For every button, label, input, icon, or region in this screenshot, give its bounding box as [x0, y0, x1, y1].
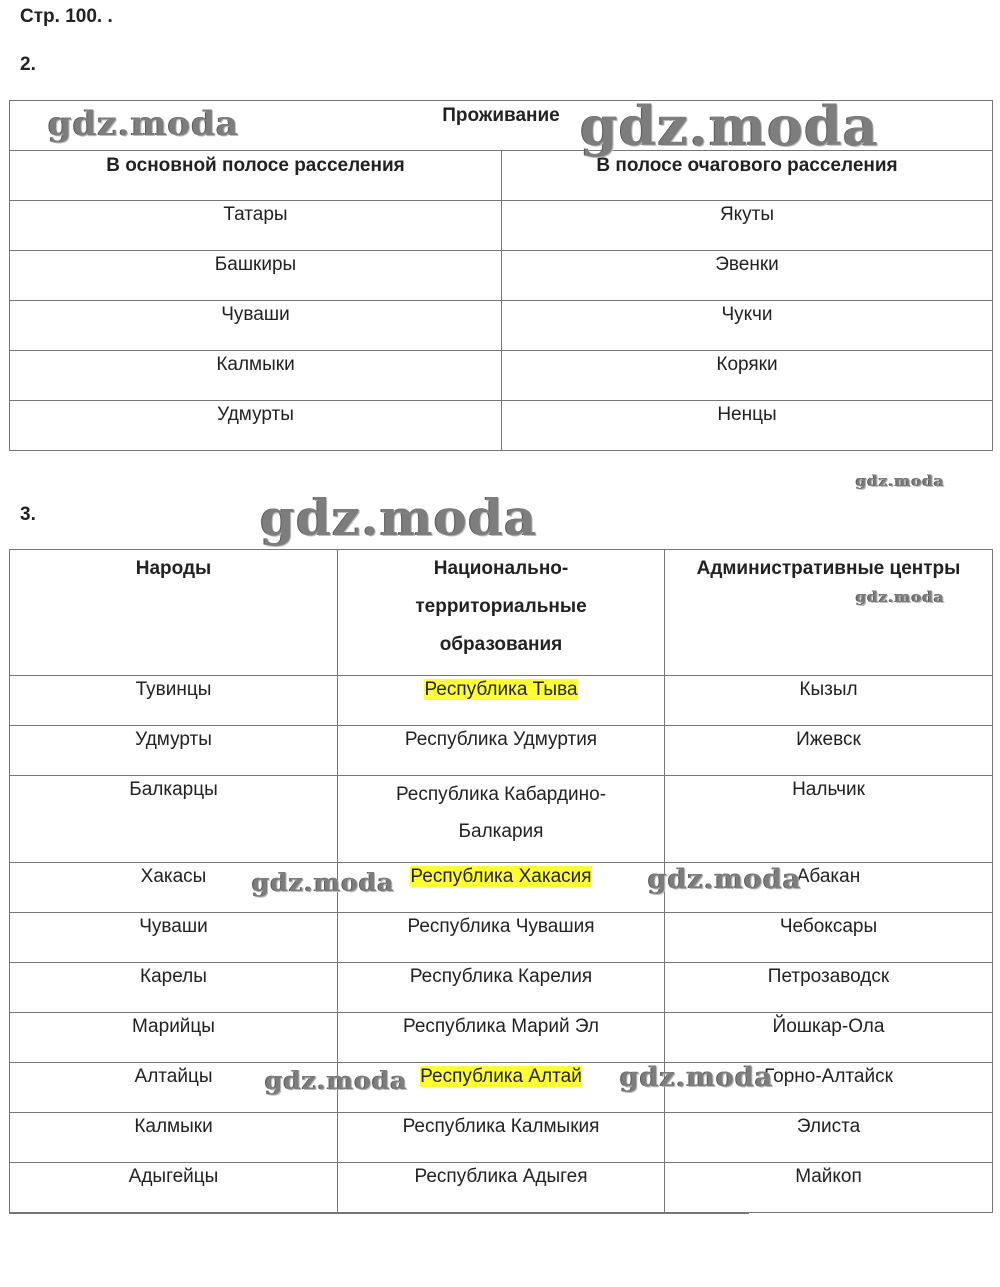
cell: Адыгейцы — [10, 1163, 338, 1213]
cell: Республика Калмыкия — [338, 1113, 665, 1163]
cell: Калмыки — [10, 1113, 338, 1163]
cell: Республика Карелия — [338, 963, 665, 1013]
cell: Кызыл — [665, 676, 993, 726]
cell: Удмурты — [10, 726, 338, 776]
cell: Эвенки — [502, 251, 993, 301]
cell: Удмурты — [10, 401, 502, 451]
watermark: gdz.moda — [580, 94, 879, 158]
highlighted-text: Республика Алтай — [420, 1066, 582, 1087]
peoples-table — [9, 549, 993, 1213]
watermark: gdz.moda — [620, 1062, 774, 1093]
header-line: образования — [439, 634, 563, 655]
header-main-zone: В основной полосе расселения — [10, 151, 502, 201]
header-line: Национально- — [433, 558, 569, 579]
cell: Чукчи — [502, 301, 993, 351]
cell: Майкоп — [665, 1163, 993, 1213]
header-focal-zone: В полосе очагового расселения — [502, 151, 993, 201]
table-row — [10, 201, 993, 251]
highlighted-text: Республика Хакасия — [410, 866, 592, 887]
task-2-number: 2. — [20, 54, 36, 75]
highlighted-text: Республика Тыва — [424, 679, 578, 700]
residence-caption: Проживание — [10, 101, 993, 151]
table-row — [10, 776, 993, 863]
table-row — [10, 251, 993, 301]
watermark: gdz.moda — [856, 588, 945, 606]
table-row — [10, 963, 993, 1013]
table-row — [10, 351, 993, 401]
table-row — [10, 401, 993, 451]
cell: Якуты — [502, 201, 993, 251]
cell — [338, 776, 665, 863]
watermark: gdz.moda — [265, 1066, 408, 1095]
cell: Коряки — [502, 351, 993, 401]
residence-table — [9, 100, 993, 451]
page-title: Стр. 100. . — [20, 6, 113, 27]
cell — [338, 863, 665, 913]
cell: Абакан — [665, 863, 993, 913]
cell: Башкиры — [10, 251, 502, 301]
table-row — [10, 301, 993, 351]
table-row — [10, 726, 993, 776]
cell: Марийцы — [10, 1013, 338, 1063]
table-row — [10, 913, 993, 963]
cell: Чуваши — [10, 913, 338, 963]
cell: Алтайцы — [10, 1063, 338, 1113]
cell: Ненцы — [502, 401, 993, 451]
table-row — [10, 1013, 993, 1063]
cell: Ижевск — [665, 726, 993, 776]
task-3-number: 3. — [20, 504, 36, 525]
cell: Балкарцы — [10, 776, 338, 863]
watermark: gdz.moda — [48, 104, 240, 144]
cell: Петрозаводск — [665, 963, 993, 1013]
watermark: gdz.moda — [856, 472, 945, 490]
header-line: территориальные — [415, 596, 587, 617]
cell: Чебоксары — [665, 913, 993, 963]
header-national-territorial — [338, 550, 665, 676]
table-row — [10, 1063, 993, 1113]
header-peoples: Народы — [10, 550, 338, 676]
watermark: gdz.moda — [260, 488, 538, 547]
table-row — [10, 1163, 993, 1213]
cell-line: Балкария — [458, 821, 544, 842]
watermark: gdz.moda — [648, 864, 802, 895]
table-row — [10, 863, 993, 913]
cell: Нальчик — [665, 776, 993, 863]
cell: Республика Чувашия — [338, 913, 665, 963]
cell: Горно-Алтайск — [665, 1063, 993, 1113]
header-admin-centers: Административные центры — [665, 550, 993, 676]
cell: Йошкар-Ола — [665, 1013, 993, 1063]
cell: Чуваши — [10, 301, 502, 351]
cell: Республика Адыгея — [338, 1163, 665, 1213]
divider — [9, 1213, 749, 1214]
watermark: gdz.moda — [252, 868, 395, 897]
cell: Тувинцы — [10, 676, 338, 726]
cell: Калмыки — [10, 351, 502, 401]
cell: Хакасы — [10, 863, 338, 913]
cell-line: Республика Кабардино- — [395, 784, 607, 805]
cell: Татары — [10, 201, 502, 251]
cell — [338, 676, 665, 726]
cell: Элиста — [665, 1113, 993, 1163]
table-row — [10, 676, 993, 726]
cell — [338, 1063, 665, 1113]
cell: Республика Удмуртия — [338, 726, 665, 776]
table-row — [10, 1113, 993, 1163]
cell: Республика Марий Эл — [338, 1013, 665, 1063]
cell: Карелы — [10, 963, 338, 1013]
